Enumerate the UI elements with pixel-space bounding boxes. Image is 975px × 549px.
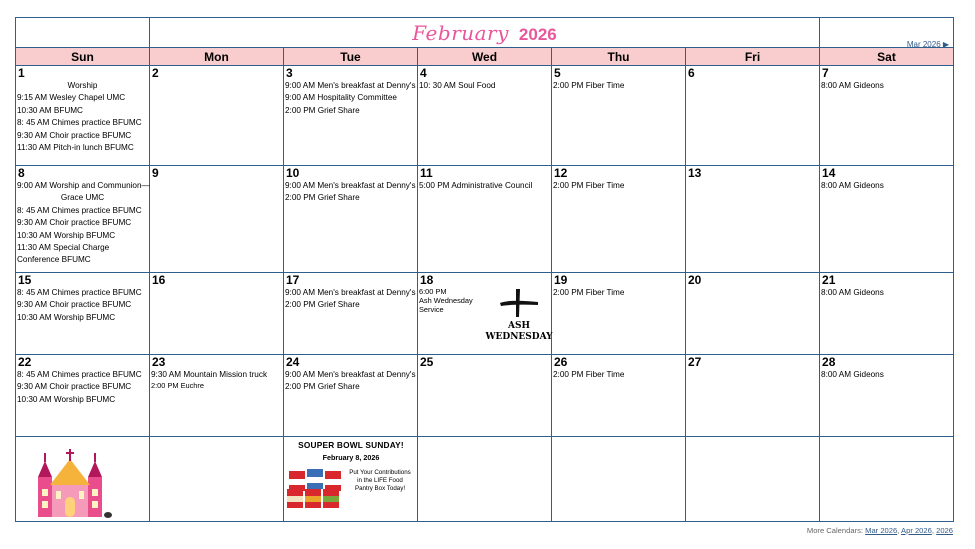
day-number: 13 (688, 166, 702, 180)
calendar-event[interactable]: 9:30 AM Choir practice BFUMC (17, 300, 132, 310)
day-cell[interactable] (284, 355, 418, 437)
calendar-event[interactable]: 2:00 PM Fiber Time (553, 181, 625, 190)
weekday-mon: Mon (150, 48, 284, 66)
day-cell[interactable] (820, 355, 954, 437)
day-number: 9 (152, 166, 159, 180)
day-number: 20 (688, 273, 702, 287)
day-number: 15 (18, 273, 32, 287)
calendar-event[interactable]: 2:00 PM Fiber Time (553, 81, 625, 90)
calendar-event[interactable]: 2:00 PM Grief Share (285, 105, 360, 115)
day-cell[interactable] (150, 66, 284, 166)
calendar-event[interactable]: 6:00 PM (419, 287, 447, 296)
day-cell[interactable] (16, 66, 150, 166)
calendar-event[interactable]: 9:00 AM Hospitality Committee (285, 93, 397, 103)
day-cell[interactable] (284, 166, 418, 273)
title-spacer-right (820, 18, 954, 48)
calendar-event[interactable]: 10:30 AM Worship BFUMC (17, 230, 116, 240)
weekday-thu: Thu (552, 48, 686, 66)
day-cell[interactable] (552, 355, 686, 437)
title-row (16, 18, 954, 48)
day-cell[interactable] (820, 273, 954, 355)
week-row (16, 355, 954, 437)
calendar-event[interactable]: 10:30 AM Worship BFUMC (17, 312, 116, 322)
month-name: February (412, 20, 509, 45)
calendar-event[interactable]: 2:00 PM Euchre (151, 381, 204, 391)
link-apr-2026[interactable]: Apr 2026 (901, 526, 932, 535)
empty-cell (150, 437, 284, 522)
church-icon (32, 449, 112, 519)
calendar-event[interactable]: 8:00 AM Gideons (821, 81, 884, 90)
calendar-event[interactable]: 8:00 AM Gideons (821, 288, 884, 297)
calendar-grid (15, 17, 954, 522)
day-number: 18 (420, 273, 434, 287)
calendar-event[interactable]: 9:30 AM Choir practice BFUMC (17, 130, 132, 140)
calendar-event[interactable]: Service (419, 305, 444, 314)
weekday-fri: Fri (686, 48, 820, 66)
calendar-event[interactable]: Ash Wednesday (419, 296, 473, 305)
souper-title: SOUPER BOWL SUNDAY! (298, 440, 404, 450)
day-number: 1 (18, 66, 25, 80)
day-number: 14 (822, 166, 836, 180)
calendar-event[interactable]: 10: 30 AM Soul Food (419, 81, 496, 90)
calendar-event[interactable]: 10:30 AM BFUMC (17, 105, 83, 115)
day-number: 23 (152, 355, 166, 369)
day-cell[interactable] (552, 273, 686, 355)
separator: , (931, 526, 937, 535)
day-number: 7 (822, 66, 829, 80)
day-cell[interactable] (150, 166, 284, 273)
day-number: 11 (420, 166, 433, 180)
day-cell[interactable] (552, 166, 686, 273)
day-cell[interactable] (686, 273, 820, 355)
calendar-event[interactable]: 9:00 AM Men's breakfast at Denny's (285, 81, 416, 90)
month-title (150, 18, 820, 48)
day-number: 5 (554, 66, 561, 80)
calendar-event[interactable]: 2:00 PM Fiber Time (553, 288, 625, 297)
day-number: 25 (420, 355, 434, 369)
day-number: 8 (18, 166, 25, 180)
calendar-event[interactable]: 5:00 PM Administrative Council (419, 181, 533, 190)
week-row (16, 166, 954, 273)
day-cell[interactable] (16, 273, 150, 355)
calendar-event[interactable]: Grace UMC (60, 193, 105, 203)
week-row (16, 273, 954, 355)
empty-cell (686, 437, 820, 522)
calendar-event[interactable]: 10:30 AM Worship BFUMC (17, 394, 116, 404)
day-number: 2 (152, 66, 159, 80)
day-cell[interactable] (820, 66, 954, 166)
church-art-cell (16, 437, 150, 522)
day-cell[interactable] (418, 66, 552, 166)
calendar-event[interactable]: 11:30 AM Special Charge Conference BFUMC (17, 243, 110, 265)
day-number: 16 (152, 273, 166, 287)
day-number: 19 (554, 273, 568, 287)
calendar-event[interactable]: 8: 45 AM Chimes practice BFUMC (17, 118, 142, 128)
calendar-event[interactable]: 9:00 AM Men's breakfast at Denny's (285, 370, 416, 379)
calendar-event[interactable]: 9:30 AM Choir practice BFUMC (17, 382, 132, 392)
ash-text-line2: WEDNESDAY (485, 332, 553, 342)
next-month-link[interactable]: Mar 2026 ▶ (906, 40, 950, 49)
souper-bowl-cell (284, 437, 418, 522)
souper-date: February 8, 2026 (322, 453, 380, 462)
calendar-event[interactable]: 9:00 AM Men's breakfast at Denny's (285, 288, 416, 297)
day-number: 22 (18, 355, 32, 369)
day-cell[interactable] (16, 166, 150, 273)
ash-text-line1: ASH (508, 321, 530, 331)
day-number: 3 (286, 66, 293, 80)
link-mar-2026[interactable]: Mar 2026 (865, 526, 898, 535)
calendar-event[interactable]: 11:30 AM Pitch-in lunch BFUMC (17, 143, 134, 153)
calendar-event[interactable]: 8:00 AM Gideons (821, 181, 884, 190)
weekday-sat: Sat (820, 48, 954, 66)
extra-week-row (16, 437, 954, 522)
day-number: 27 (688, 355, 702, 369)
day-number: 12 (554, 166, 568, 180)
empty-cell (820, 437, 954, 522)
day-number: 6 (688, 66, 695, 80)
day-cell[interactable] (150, 355, 284, 437)
day-cell[interactable] (150, 273, 284, 355)
calendar-event[interactable]: 2:00 PM Grief Share (285, 382, 360, 392)
calendar-event[interactable]: 2:00 PM Grief Share (285, 300, 360, 310)
week-row (16, 66, 954, 166)
calendar-event[interactable]: 8: 45 AM Chimes practice BFUMC (17, 205, 142, 215)
day-cell[interactable] (418, 355, 552, 437)
day-cell[interactable] (16, 355, 150, 437)
calendar-event[interactable]: 8: 45 AM Chimes practice BFUMC (17, 370, 142, 379)
calendar-event[interactable]: 9:30 AM Mountain Mission truck (151, 370, 268, 379)
calendar-event[interactable]: 9:15 AM Wesley Chapel UMC (17, 93, 126, 103)
calendar-event[interactable]: 8:00 AM Gideons (821, 370, 884, 379)
day-number: 10 (286, 166, 300, 180)
ash-wednesday-cross-icon (485, 287, 553, 343)
day-number: 24 (286, 355, 300, 369)
weekday-sun: Sun (16, 48, 150, 66)
more-calendars (807, 526, 953, 535)
day-cell[interactable] (284, 273, 418, 355)
calendar-event[interactable]: 2:00 PM Fiber Time (553, 370, 625, 379)
link-2026[interactable]: 2026 (936, 526, 953, 535)
day-number: 4 (420, 66, 427, 80)
day-number: 17 (286, 273, 300, 287)
calendar-event[interactable]: 2:00 PM Grief Share (285, 193, 360, 203)
souper-bowl-flyer (285, 440, 417, 509)
day-cell[interactable] (418, 166, 552, 273)
more-calendars-label: More Calendars: (806, 526, 866, 535)
calendar-event[interactable]: 9:00 AM Men's breakfast at Denny's (285, 181, 416, 190)
weekday-header-row (16, 48, 954, 66)
empty-cell (418, 437, 552, 522)
day-cell[interactable] (418, 273, 552, 355)
weekday-wed: Wed (418, 48, 552, 66)
empty-cell (552, 437, 686, 522)
calendar-event[interactable]: Worship (67, 81, 98, 90)
day-cell[interactable] (284, 66, 418, 166)
day-cell[interactable] (820, 166, 954, 273)
souper-note: Put Your Contributions in the LIFE Food Pantry Box Today! (349, 469, 411, 492)
title-spacer-left (16, 18, 150, 48)
weekday-tue: Tue (284, 48, 418, 66)
day-number: 28 (822, 355, 836, 369)
day-number: 21 (822, 273, 836, 287)
calendar-event[interactable]: 8: 45 AM Chimes practice BFUMC (17, 288, 142, 297)
day-number: 26 (554, 355, 568, 369)
soup-cans-icon (285, 465, 349, 509)
year-label: 2026 (518, 24, 557, 44)
separator: , (897, 526, 902, 535)
day-cell[interactable] (686, 355, 820, 437)
calendar-event[interactable]: 9:00 AM Worship and Communion— (17, 181, 150, 190)
day-cell[interactable] (552, 66, 686, 166)
calendar-event[interactable]: 9:30 AM Choir practice BFUMC (17, 218, 132, 228)
day-cell[interactable] (686, 66, 820, 166)
day-cell[interactable] (686, 166, 820, 273)
